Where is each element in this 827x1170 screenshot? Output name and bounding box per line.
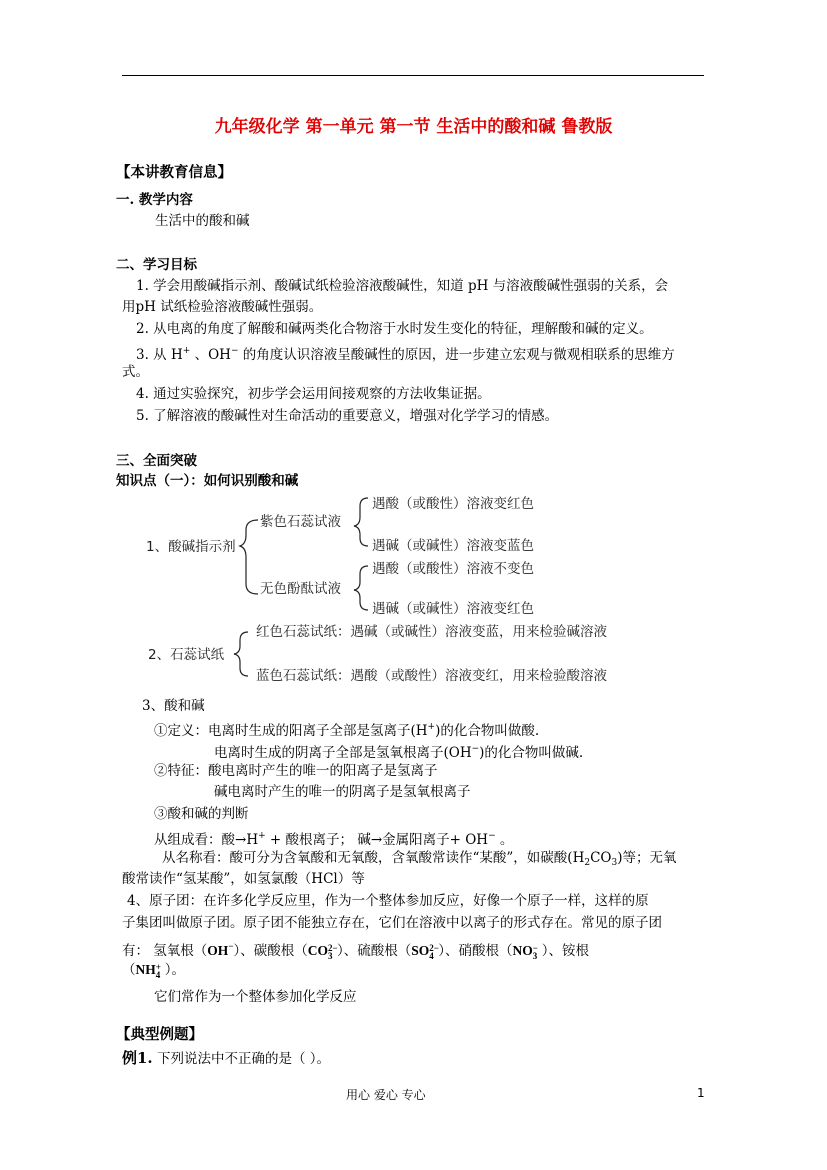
brace-indicators — [240, 520, 258, 594]
definition-base: 电离时生成的阴离子全部是氢氧根离子(OH−)的化合物叫做碱. — [214, 744, 584, 761]
litmus-base: 遇碱（或碱性）溶液变蓝色 — [372, 538, 534, 554]
judgement-heading: ③酸和碱的判断 — [154, 806, 249, 822]
section-2-heading: 二、学习目标 — [116, 257, 197, 273]
arrow-icon: → — [370, 832, 383, 848]
knowledge-point-1: 知识点（一）：如何识别酸和碱 — [116, 473, 299, 489]
arrow-icon: → — [235, 832, 247, 848]
atomic-group-line-3: 有： 氢氧根（OH−）、碳酸根（CO2− 3 ）、硫酸根（SO2− 4 ）、硝酸根（NO− 3 ）、铵根 — [122, 941, 589, 961]
goal-3-line-1: 3. 从 H+ 、OH− 的角度认识溶液呈酸碱性的原因，进一步建立宏观与微观相联系的思维方 — [136, 346, 675, 363]
goal-4: 4. 通过实验探究，初步学会运用间接观察的方法收集证据。 — [136, 386, 491, 402]
goal-5: 5. 了解溶液的酸碱性对生命活动的重要意义，增强对化学学习的情感。 — [136, 408, 559, 424]
atomic-group-line-2: 子集团叫做原子团。原子团不能独立存在，它们在溶液中以离子的形式存在。常见的原子团 — [122, 915, 662, 931]
atomic-group-note: 它们常作为一个整体参加化学反应 — [154, 989, 357, 1005]
footer-motto: 用心 爱心 专心 — [346, 1088, 426, 1102]
section-1-heading: 一. 教学内容 — [116, 192, 193, 208]
phenol-solution: 无色酚酞试液 — [260, 581, 341, 597]
feature-base: 碱电离时产生的唯一的阴离子是氢氧根离子 — [214, 784, 471, 800]
judge-by-name-line-1: 从名称看：酸可分为含氧酸和无氧酸，含氧酸常读作“某酸”，如碳酸$(H_2CO_3)$等；无氧 — [162, 850, 677, 868]
info-header: 【本讲教育信息】 — [116, 164, 232, 181]
example-1: 例1. 下列说法中不正确的是（ ）。 — [122, 1049, 331, 1067]
phenol-acid: 遇酸（或酸性）溶液不变色 — [372, 561, 534, 577]
goal-1-line-1: 1. 学会用酸碱指示剂、酸碱试纸检验溶液酸碱性，知道 pH 与溶液酸碱性强弱的关系，会 — [136, 278, 669, 294]
acid-base-heading: 3、酸和碱 — [142, 698, 205, 714]
brace-phenol — [354, 566, 368, 610]
examples-heading: 【典型例题】 — [116, 1026, 203, 1043]
blue-litmus-paper: 蓝色石蕊试纸：遇酸（或酸性）溶液变红，用来检验酸溶液 — [256, 668, 607, 684]
litmus-acid: 遇酸（或酸性）溶液变红色 — [372, 496, 534, 512]
brace-litmus — [354, 498, 368, 546]
item-litmus-paper: 2、石蕊试纸 — [148, 647, 225, 663]
hydroxide-ion: OH− — [207, 941, 234, 958]
phenol-base: 遇碱（或碱性）溶液变红色 — [372, 601, 534, 617]
judge-by-name-line-2: 酸常读作“氢某酸”，如氢氯酸（HCl）等 — [122, 871, 365, 887]
section-1-content: 生活中的酸和碱 — [155, 213, 250, 229]
goal-1-line-2: 用pH 试纸检验溶液酸碱性强弱。 — [122, 299, 323, 315]
ammonium-ion: NH+ 4 — [135, 961, 161, 980]
judge-by-composition: 从组成看：酸→H+ + 酸根离子； 碱→金属阳离子+ OH− 。 — [154, 831, 514, 848]
litmus-solution: 紫色石蕊试液 — [260, 514, 341, 530]
carbonate-ion: CO2− 3 — [307, 942, 338, 961]
atomic-group-line-1: 4、原子团：在许多化学反应里，作为一个整体参加反应，好像一个原子一样，这样的原 — [127, 893, 649, 909]
feature-acid: ②特征：酸电离时产生的唯一的阳离子是氢离子 — [154, 763, 438, 779]
goal-2: 2. 从电离的角度了解酸和碱两类化合物溶于水时发生变化的特征，理解酸和碱的定义。 — [136, 321, 653, 337]
page-title: 九年级化学 第一单元 第一节 生活中的酸和碱 鲁教版 — [214, 117, 613, 137]
nitrate-ion: NO− 3 — [512, 942, 538, 961]
goal-3-line-2: 式。 — [122, 364, 149, 380]
section-3-heading: 三、全面突破 — [116, 453, 197, 469]
indicator-diagram — [140, 488, 700, 688]
red-litmus-paper: 红色石蕊试纸：遇碱（或碱性）溶液变蓝，用来检验碱溶液 — [256, 624, 607, 640]
brace-paper — [234, 632, 248, 676]
page-number: 1 — [697, 1086, 705, 1100]
definition-acid: ①定义：电离时生成的阳离子全部是氢离子(H+)的化合物叫做酸. — [154, 722, 540, 739]
top-rule — [122, 75, 704, 76]
item-indicators: 1、酸碱指示剂 — [146, 539, 236, 555]
sulfate-ion: SO2− 4 — [411, 942, 439, 961]
atomic-group-line-4: （NH+ 4 ）。 — [122, 961, 185, 980]
